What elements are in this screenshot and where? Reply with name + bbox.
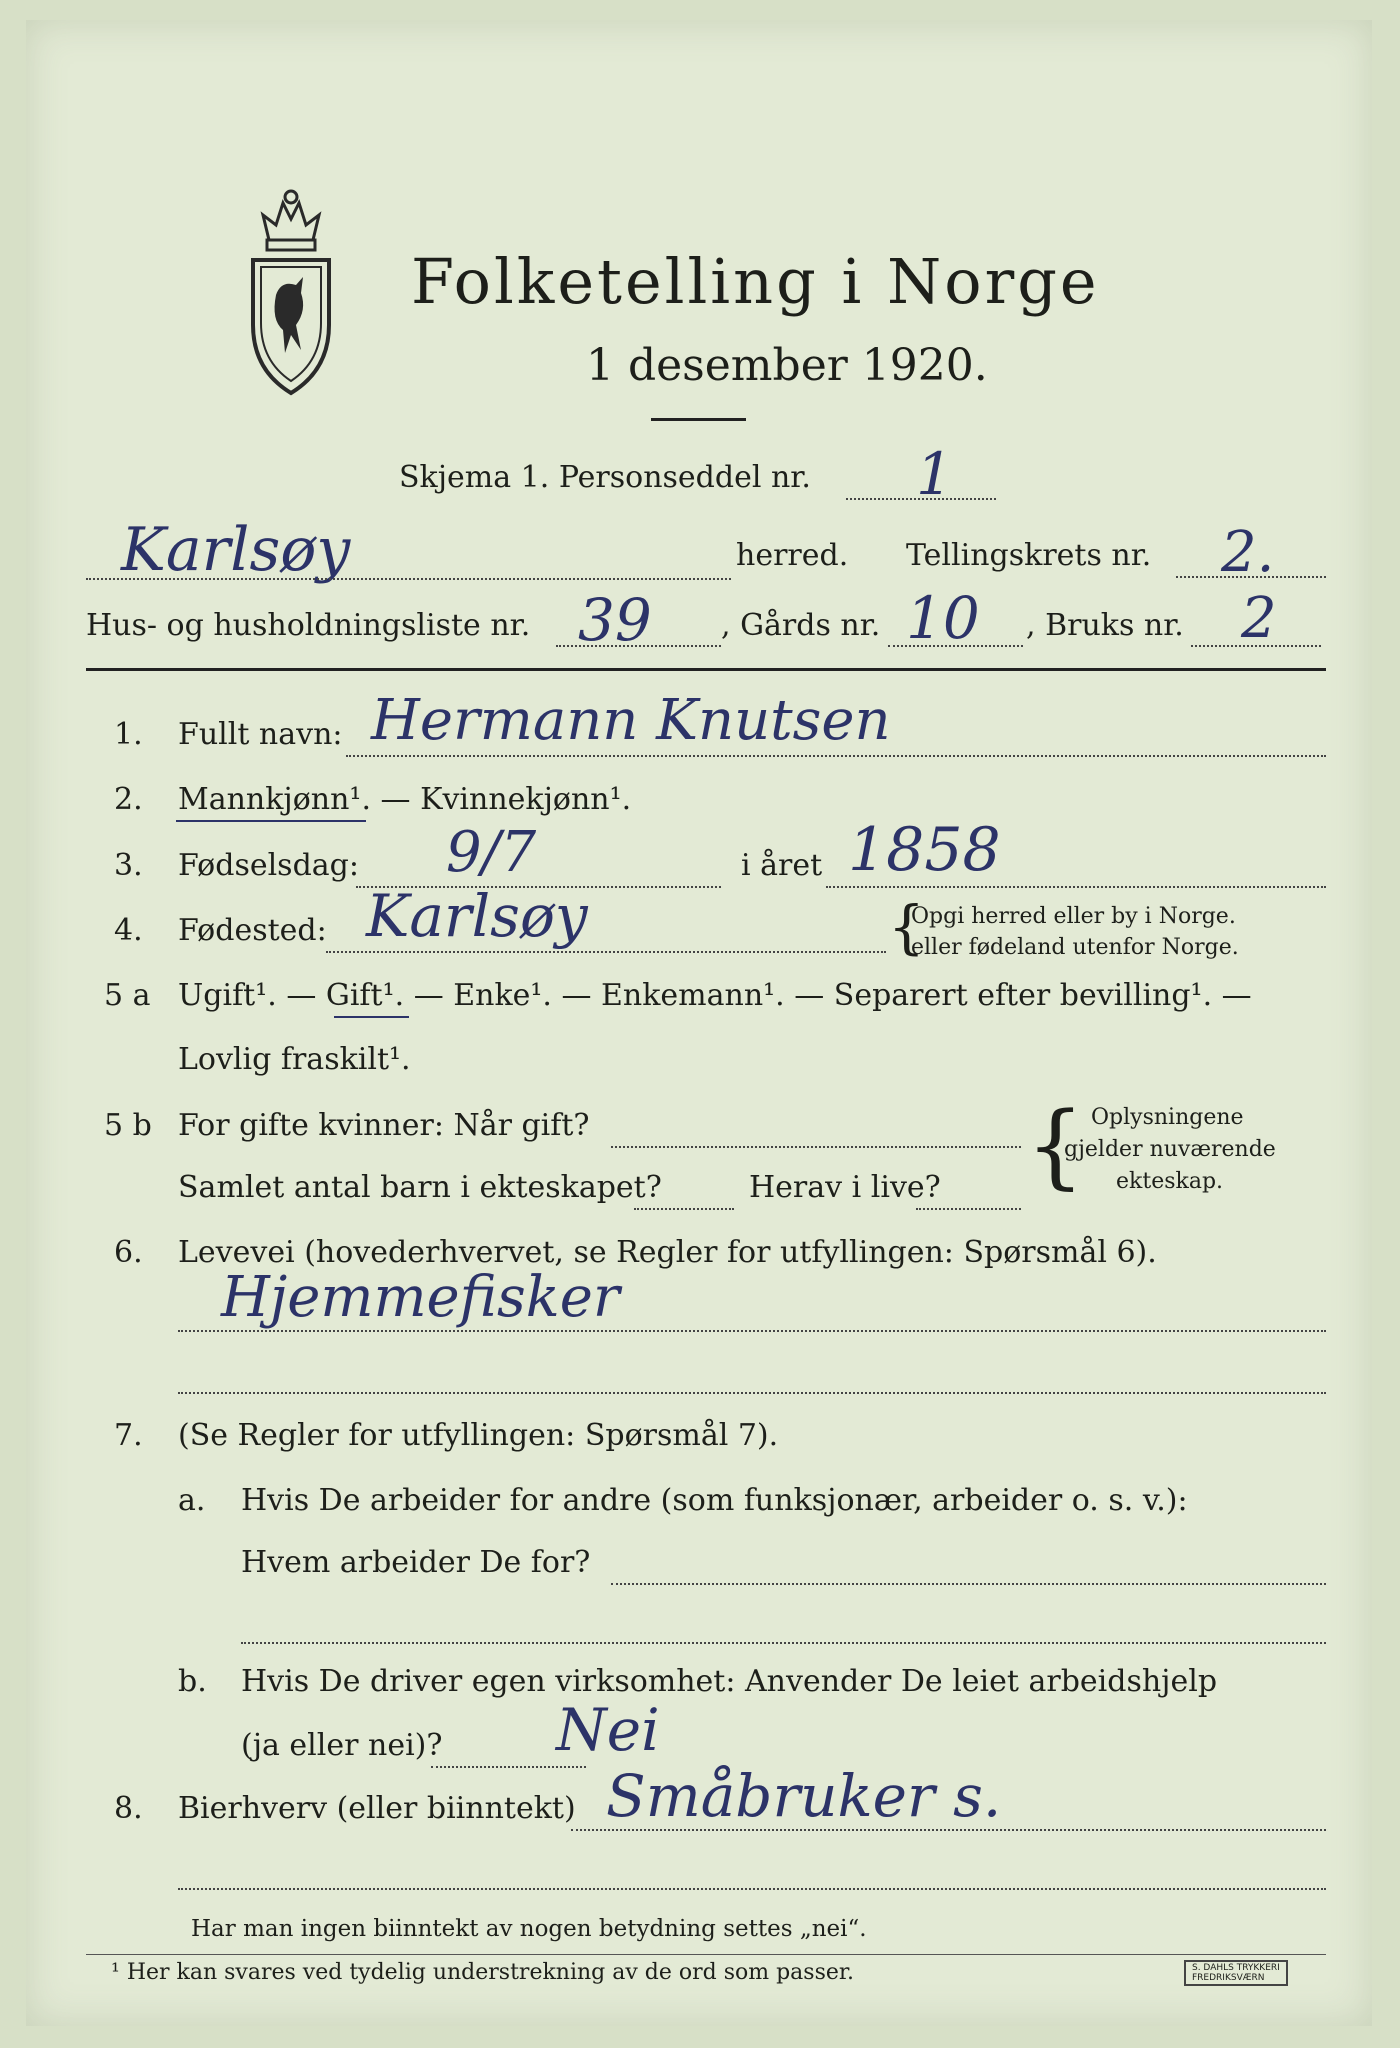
q7b-line-2: (ja eller nei)? xyxy=(241,1728,443,1763)
footnote: ¹ Her kan svares ved tydelig understrekning av de ord som passer. xyxy=(111,1960,854,1985)
q7a-line xyxy=(611,1583,1326,1585)
gift-underline xyxy=(334,1016,409,1018)
q5b-line-2: Samlet antal barn i ekteskapet? xyxy=(178,1170,662,1205)
schema-label: Skjema 1. Personseddel nr. xyxy=(399,460,811,495)
q3-number: 3. xyxy=(114,848,143,883)
q8-number: 8. xyxy=(114,1791,143,1826)
q5b-brace: { xyxy=(1026,1092,1085,1199)
census-date: 1 desember 1920. xyxy=(586,340,988,391)
bruks-label: , Bruks nr. xyxy=(1026,608,1184,643)
q1-line xyxy=(346,755,1326,757)
q7a-line-2: Hvem arbeider De for? xyxy=(241,1545,591,1580)
hired-help-value: Nei xyxy=(556,1696,660,1764)
q5b-herav: Herav i live? xyxy=(749,1170,941,1205)
birthplace-value: Karlsøy xyxy=(366,882,588,950)
q4-line xyxy=(326,951,886,953)
q2-number: 2. xyxy=(114,782,143,817)
q6-line-1 xyxy=(178,1330,1326,1332)
printer-stamp xyxy=(1184,1960,1288,1986)
q7a-line-extra xyxy=(241,1642,1326,1644)
q6-number: 6. xyxy=(114,1235,143,1270)
q7b-line xyxy=(431,1766,586,1768)
q7-label: (Se Regler for utfyllingen: Spørsmål 7). xyxy=(178,1418,779,1453)
q5b-number: 5 b xyxy=(104,1108,152,1143)
schema-nr-value: 1 xyxy=(916,440,953,508)
q3-year-line xyxy=(826,886,1326,888)
mannkjonn-underline xyxy=(176,820,366,822)
section-divider xyxy=(86,668,1326,671)
q5b-herav-line xyxy=(916,1208,1021,1210)
birth-day-value: 9/7 xyxy=(446,820,537,885)
q7-number: 7. xyxy=(114,1418,143,1453)
q2-label: Mannkjønn¹. — Kvinnekjønn¹. xyxy=(178,782,632,817)
printer-stamp-line-1: S. DAHLS TRYKKERI xyxy=(1192,1963,1280,1973)
hus-value: 39 xyxy=(578,586,652,654)
tellingskrets-label: Tellingskrets nr. xyxy=(906,538,1152,573)
q5b-line-1: For gifte kvinner: Når gift? xyxy=(178,1108,590,1143)
q8-label: Bierhverv (eller biinntekt) xyxy=(178,1791,576,1826)
q7b-letter: b. xyxy=(178,1664,207,1699)
q4-note-2: eller fødeland utenfor Norge. xyxy=(911,935,1239,960)
printer-stamp-line-2: FREDRIKSVÆRN xyxy=(1192,1973,1265,1983)
year-label: i året xyxy=(741,848,823,883)
birth-year-value: 1858 xyxy=(848,815,1001,885)
q6-label: Levevei (hovederhvervet, se Regler for utfyllingen: Spørsmål 6). xyxy=(178,1235,1157,1270)
q5b-gift-line xyxy=(611,1146,1021,1148)
q5a-line-2: Lovlig fraskilt¹. xyxy=(178,1042,411,1077)
q5a-line-1: Ugift¹. — Gift¹. — Enke¹. — Enkemann¹. — Separert efter bevilling¹. — xyxy=(178,978,1252,1013)
census-form xyxy=(26,20,1372,2026)
q5b-note-3: ekteskap. xyxy=(1116,1169,1224,1194)
q4-number: 4. xyxy=(114,913,143,948)
q4-note-1: Opgi herred eller by i Norge. xyxy=(911,904,1236,929)
coat-of-arms-icon xyxy=(241,185,341,400)
q1-number: 1. xyxy=(114,717,143,752)
q1-label: Fullt navn: xyxy=(178,717,343,752)
municipality-line xyxy=(86,578,731,580)
title-divider xyxy=(651,418,746,421)
herred-label: herred. xyxy=(736,538,849,573)
q7a-line-1: Hvis De arbeider for andre (som funksjonær, arbeider o. s. v.): xyxy=(241,1483,1188,1518)
full-name-value: Hermann Knutsen xyxy=(371,688,891,753)
municipality-value: Karlsøy xyxy=(121,515,351,585)
q8-line-2 xyxy=(178,1888,1326,1890)
bruks-value: 2 xyxy=(1241,586,1277,651)
no-income-note: Har man ingen biinntekt av nogen betydning settes „nei“. xyxy=(191,1916,867,1942)
q5b-note-2: gjelder nuværende xyxy=(1064,1137,1276,1162)
q7a-letter: a. xyxy=(178,1483,206,1518)
q6-line-2 xyxy=(178,1392,1326,1394)
occupation-value: Hjemmefisker xyxy=(221,1265,620,1330)
q4-label: Fødested: xyxy=(178,913,327,948)
footnote-rule xyxy=(86,1954,1326,1955)
q5b-barn-line xyxy=(634,1208,734,1210)
gards-value: 10 xyxy=(906,584,980,652)
tellingskrets-value: 2. xyxy=(1221,520,1275,585)
q4-brace: { xyxy=(888,893,925,961)
q5a-number: 5 a xyxy=(104,978,151,1013)
q5b-note-1: Oplysningene xyxy=(1091,1105,1244,1130)
q3-label: Fødselsdag: xyxy=(178,848,359,883)
q7b-line-1: Hvis De driver egen virksomhet: Anvender De leiet arbeidshjelp xyxy=(241,1664,1218,1699)
hus-label: Hus- og husholdningsliste nr. xyxy=(86,608,531,643)
form-title: Folketelling i Norge xyxy=(411,245,1100,318)
side-income-value: Småbruker s. xyxy=(606,1762,1002,1830)
gards-label: , Gårds nr. xyxy=(721,608,881,643)
